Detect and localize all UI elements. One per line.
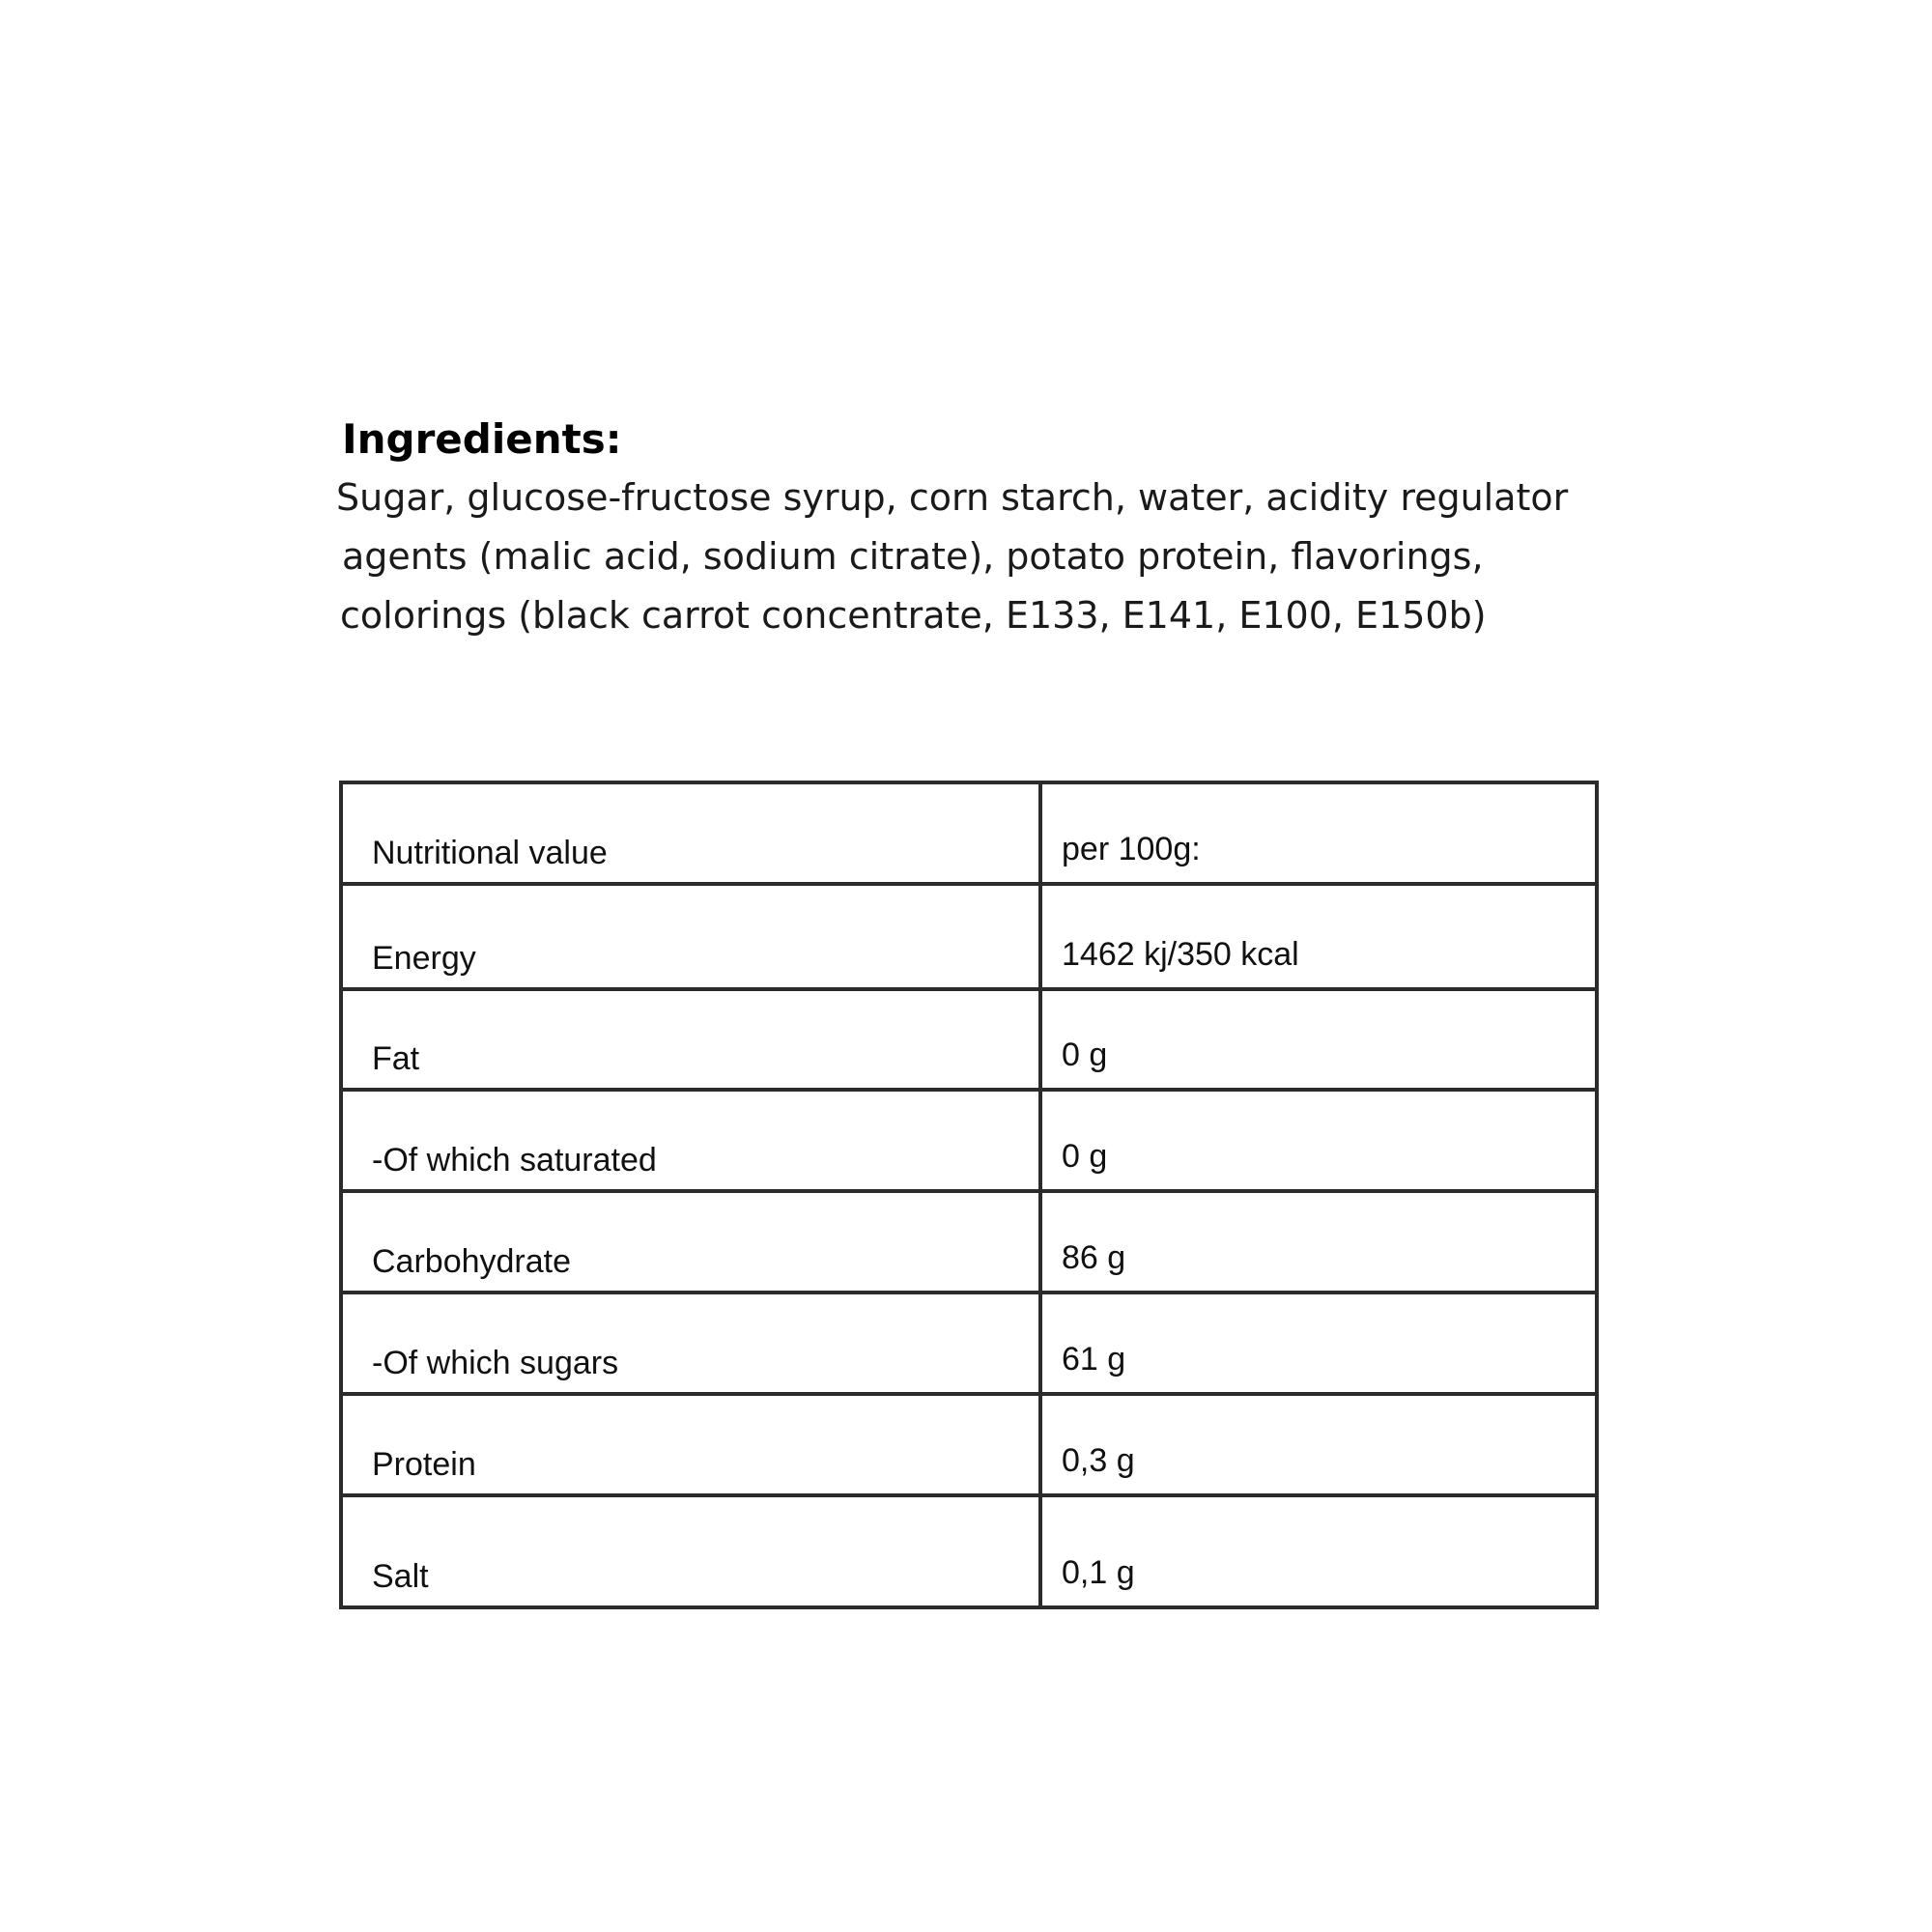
nutrition-label-carbohydrate: Carbohydrate: [341, 1191, 1040, 1293]
nutrition-value-salt: 0,1 g: [1040, 1495, 1597, 1607]
nutrition-label-energy: Energy: [341, 884, 1040, 989]
nutrition-row-energy: [341, 884, 1597, 989]
nutrition-label-fat: Fat: [341, 989, 1040, 1090]
ingredients-title: Ingredients:: [342, 415, 622, 463]
nutrition-value-fat: 0 g: [1040, 989, 1597, 1090]
nutrition-row-carbohydrate: [341, 1191, 1597, 1293]
nutrition-row-sugars: [341, 1293, 1597, 1394]
nutrition-row-protein: [341, 1394, 1597, 1495]
nutrition-value-protein: 0,3 g: [1040, 1394, 1597, 1495]
nutrition-header-row: [341, 782, 1597, 884]
ingredients-text-line-1: Sugar, glucose-fructose syrup, corn starch, water, acidity regulator: [336, 476, 1569, 519]
nutrition-row-salt: [341, 1495, 1597, 1607]
nutrition-label-sugars: -Of which sugars: [341, 1293, 1040, 1394]
ingredients-text-line-2: agents (malic acid, sodium citrate), potato protein, flavorings,: [342, 535, 1484, 578]
nutrition-label-saturated: -Of which saturated: [341, 1090, 1040, 1191]
nutrition-value-carbohydrate: 86 g: [1040, 1191, 1597, 1293]
ingredients-section: [336, 411, 1631, 645]
nutrition-row-saturated: [341, 1090, 1597, 1191]
ingredients-text-line-3: colorings (black carrot concentrate, E133, E141, E100, E150b): [340, 594, 1487, 637]
nutrition-row-fat: [341, 989, 1597, 1090]
nutrition-header-label: Nutritional value: [341, 782, 1040, 884]
nutrition-value-energy: 1462 kj/350 kcal: [1040, 884, 1597, 989]
nutrition-label-protein: Protein: [341, 1394, 1040, 1495]
nutrition-value-saturated: 0 g: [1040, 1090, 1597, 1191]
nutrition-value-sugars: 61 g: [1040, 1293, 1597, 1394]
nutrition-header-value: per 100g:: [1040, 782, 1597, 884]
nutrition-table: [339, 781, 1599, 1609]
nutrition-label-salt: Salt: [341, 1495, 1040, 1607]
